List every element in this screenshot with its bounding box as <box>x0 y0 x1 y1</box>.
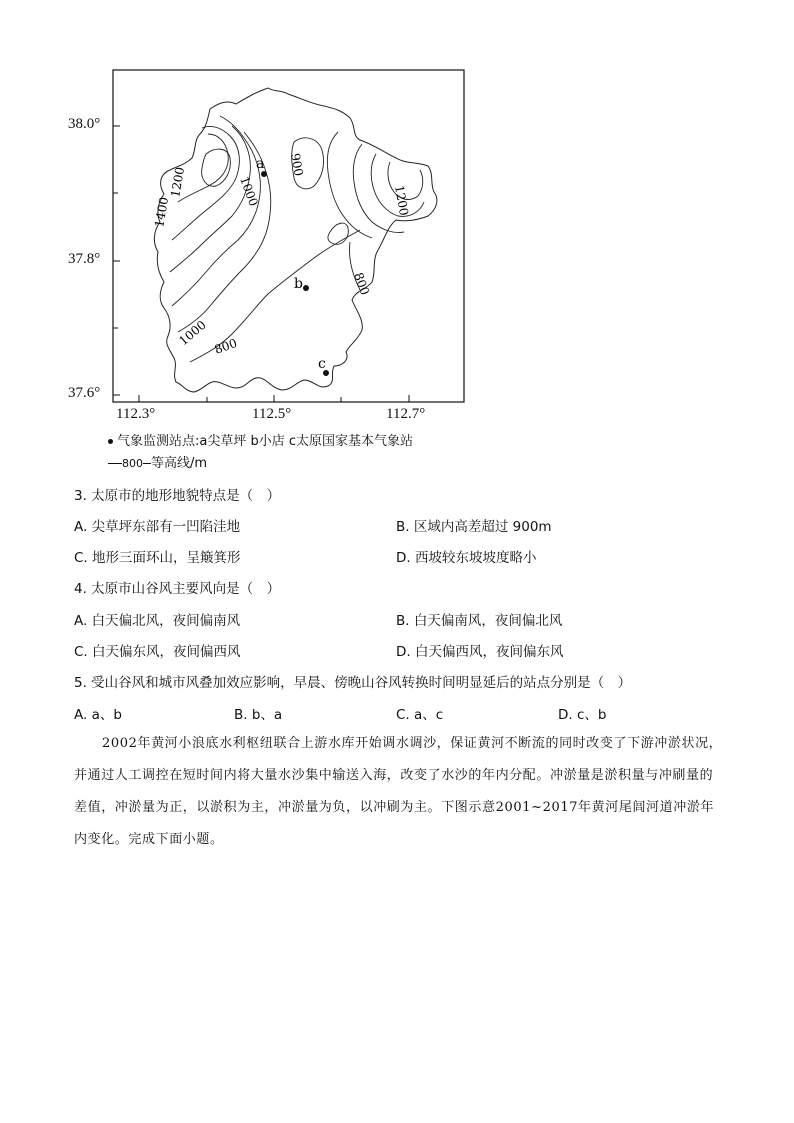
question-3-option-b[interactable]: B. 区域内高差超过 900m <box>396 519 552 535</box>
y-tick-label: 37.6° <box>68 385 101 401</box>
station-b-label: b <box>294 276 303 292</box>
contour-line-icon <box>143 463 151 464</box>
y-tick-label: 38.0° <box>68 116 101 132</box>
question-5-stem: 5. 受山谷风和城市风叠加效应影响，早晨、傍晚山谷风转换时间明显延后的站点分别是（ ） <box>74 675 632 691</box>
question-5-option-d[interactable]: D. c、b <box>558 707 607 723</box>
question-4-option-c[interactable]: C. 白天偏东风，夜间偏西风 <box>74 644 241 660</box>
contour-legend-text: 等高线/m <box>151 456 208 471</box>
question-4-stem: 4. 太原市山谷风主要风向是（ ） <box>74 581 281 597</box>
reading-passage <box>74 728 724 856</box>
station-legend-text: 气象监测站点:a尖草坪 b小店 c太原国家基本气象站 <box>117 434 414 449</box>
x-tick-label: 112.3° <box>116 406 156 422</box>
contour-label-800: 800 <box>351 270 373 297</box>
question-3-option-d[interactable]: D. 西坡较东坡坡度略小 <box>396 550 537 566</box>
question-4-option-a[interactable]: A. 白天偏北风，夜间偏南风 <box>74 613 241 629</box>
station-b-dot <box>303 285 309 291</box>
question-3-option-a[interactable]: A. 尖草坪东部有一凹陷洼地 <box>74 519 241 535</box>
question-4-option-d[interactable]: D. 白天偏西风，夜间偏东风 <box>396 644 564 660</box>
y-tick-label: 37.8° <box>68 251 101 267</box>
contour-label-1000-south: 1000 <box>176 317 209 349</box>
question-5-option-c[interactable]: C. a、c <box>396 707 444 723</box>
passage-text: 2002年黄河小浪底水利枢纽联合上游水库开始调水调沙，保证黄河不断流的同时改变了下游冲淤状况，并通过人工调控在短时间内将大量水沙集中输送入海，改变了水沙的年内分配。冲淤量是淤积量与冲刷量的差值，冲淤量为正，以淤积为主，冲淤量为负，以冲刷为主。下图示意2001~2017年黄河尾闾河道冲淤年内变化。完成下面小题。 <box>74 736 723 847</box>
contour-map <box>60 62 480 422</box>
question-5-option-a[interactable]: A. a、b <box>74 707 122 723</box>
station-dot-icon <box>108 439 113 444</box>
contour-label-1200: 1200 <box>168 165 188 199</box>
contour-label-1400: 1400 <box>152 195 172 229</box>
contour-line-icon <box>108 463 122 464</box>
contour-label-1000: 1000 <box>237 174 261 209</box>
x-tick-label: 112.7° <box>386 406 426 422</box>
contour-legend <box>108 452 207 471</box>
station-a-label: a <box>256 156 265 172</box>
contour-label-900: 900 <box>288 152 306 178</box>
question-5-option-b[interactable]: B. b、a <box>234 707 283 723</box>
station-c-label: c <box>318 356 326 372</box>
question-3-option-c[interactable]: C. 地形三面环山，呈簸箕形 <box>74 550 241 566</box>
question-4-option-b[interactable]: B. 白天偏南风，夜间偏北风 <box>396 613 563 629</box>
x-tick-label: 112.5° <box>252 406 292 422</box>
city-boundary <box>154 88 437 392</box>
question-3-stem: 3. 太原市的地形地貌特点是（ ） <box>74 488 281 504</box>
contour-legend-value: 800 <box>122 457 143 470</box>
map-frame <box>113 70 464 402</box>
contour-map-svg <box>60 62 480 422</box>
contour-label-800-south: 800 <box>212 335 239 357</box>
contour-label-1200-east: 1200 <box>392 184 412 217</box>
station-legend <box>108 430 413 449</box>
